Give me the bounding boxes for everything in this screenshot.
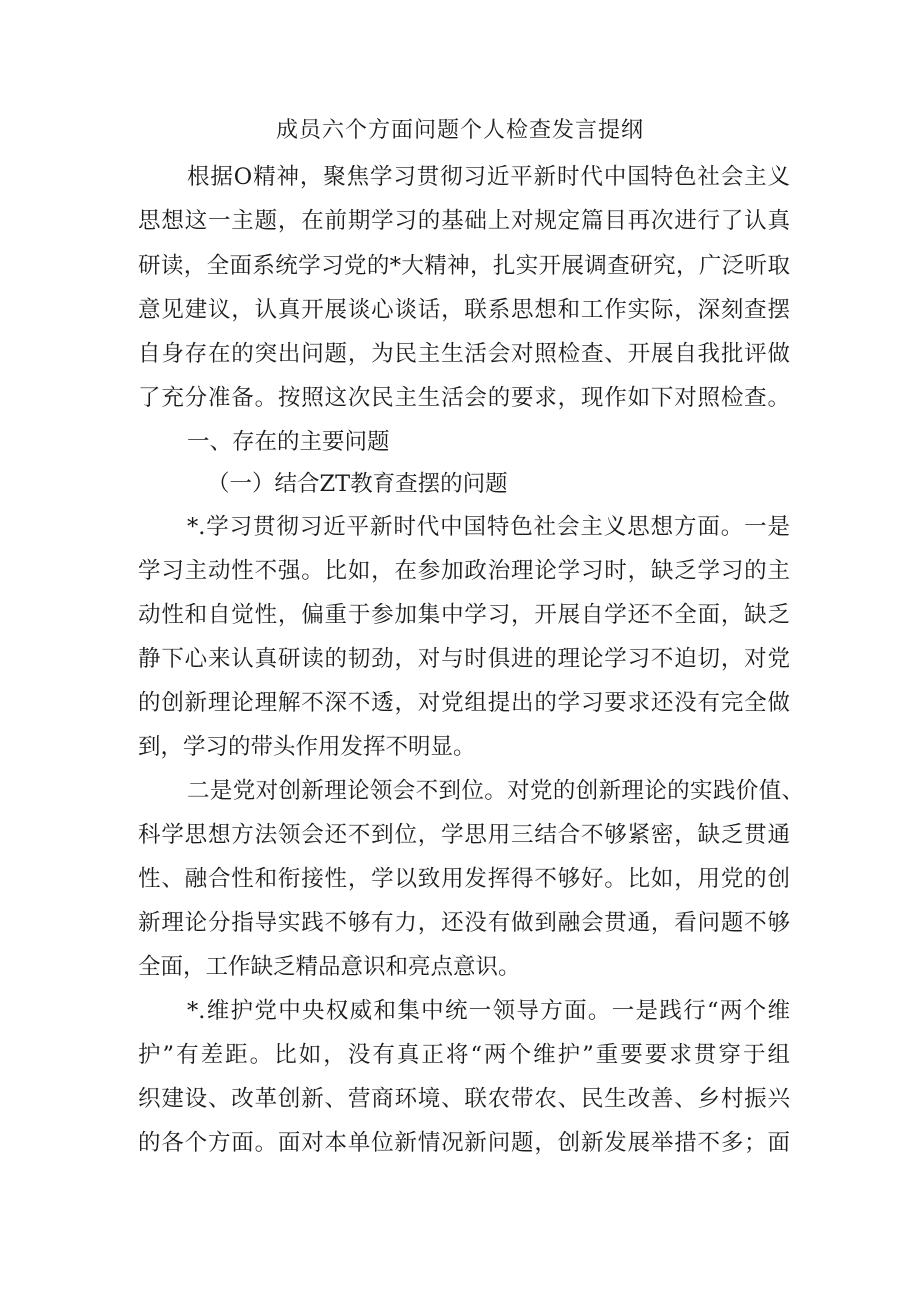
paragraph-line: 到，学习的带头作用发挥不明显。 [138,734,476,760]
paragraph-line: 静下心来认真研读的韧劲，对与时俱进的理论学习不迫切，对党 [138,646,790,672]
paragraph-line: 全面，工作缺乏精品意识和亮点意识。 [138,954,521,980]
paragraph-line: *.学习贯彻习近平新时代中国特色社会主义思想方面。一是 [187,514,790,540]
paragraph-line: 织建设、改革创新、营商环境、联农带农、民生改善、乡村振兴 [138,1086,790,1112]
paragraph-line: 二是党对创新理论领会不到位。对党的创新理论的实践价值、 [187,778,804,804]
paragraph-line: 新理论分指导实践不够有力，还没有做到融会贯通，看问题不够 [138,910,790,936]
paragraph-line: 意见建议，认真开展谈心谈话，联系思想和工作实际，深刻查摆 [138,297,790,323]
document-title: 成员六个方面问题个人检查发言提纲 [275,118,644,143]
paragraph-line: 的各个方面。面对本单位新情况新问题，创新发展举措不多；面 [138,1130,790,1156]
paragraph-line: 学习主动性不强。比如，在参加政治理论学习时，缺乏学习的主 [138,558,790,584]
paragraph-line: 了充分准备。按照这次民主生活会的要求，现作如下对照检查。 [138,385,790,411]
paragraph-line: *.维护党中央权威和集中统一领导方面。一是践行“两个维 [187,998,790,1024]
paragraph-line: 动性和自觉性，偏重于参加集中学习，开展自学还不全面，缺乏 [138,602,790,628]
paragraph-line: 思想这一主题，在前期学习的基础上对规定篇目再次进行了认真 [138,208,790,234]
paragraph-line: 的创新理论理解不深不透，对党组提出的学习要求还没有完全做 [138,690,790,716]
paragraph-line: 性、融合性和衔接性，学以致用发挥得不够好。比如，用党的创 [138,866,790,892]
section-heading: 一、存在的主要问题 [187,429,390,455]
paragraph-line: 科学思想方法领会还不到位，学思用三结合不够紧密，缺乏贯通 [138,822,790,848]
paragraph-line: 自身存在的突出问题，为民主生活会对照检查、开展自我批评做 [138,341,790,367]
subsection-heading: （一）结合ZT教育查摆的问题 [207,471,508,497]
paragraph-line: 护”有差距。比如，没有真正将“两个维护”重要要求贯穿于组 [138,1042,790,1068]
paragraph-line: 根据O精神，聚焦学习贯彻习近平新时代中国特色社会主义 [187,164,790,190]
paragraph-line: 研读，全面系统学习党的*大精神，扎实开展调查研究，广泛听取 [138,253,790,279]
